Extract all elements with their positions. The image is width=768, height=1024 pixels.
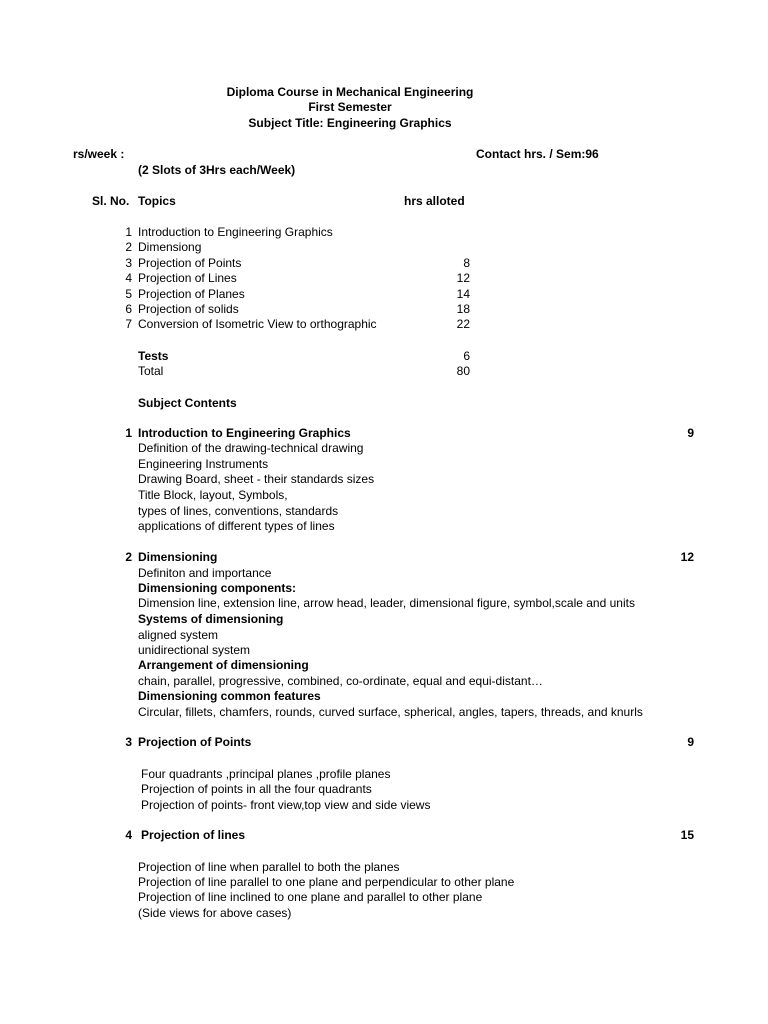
row-topic: Projection of solids	[138, 302, 239, 316]
row-hours: 18	[456, 302, 470, 316]
section-hours: 12	[680, 550, 694, 564]
section-title: Projection of lines	[141, 828, 246, 842]
section-line: aligned system	[138, 628, 219, 642]
section-subheading: Systems of dimensioning	[138, 612, 284, 626]
section-line: Four quadrants ,principal planes ,profile planes	[141, 767, 391, 781]
row-topic: Projection of Planes	[138, 287, 245, 301]
row-number: 4	[125, 271, 132, 285]
row-number: 6	[125, 302, 132, 316]
section-title: Dimensioning	[138, 550, 218, 564]
row-number: 3	[125, 256, 132, 270]
section-subheading: Dimensioning common features	[138, 689, 321, 703]
slots-note: (2 Slots of 3Hrs each/Week)	[138, 163, 296, 177]
section-line: Engineering Instruments	[138, 457, 269, 471]
section-line: unidirectional system	[138, 643, 251, 657]
section-line: Dimension line, extension line, arrow head, leader, dimensional figure, symbol,scale and units	[138, 596, 635, 610]
section-number: 1	[125, 426, 132, 440]
col-header-sl-no: Sl. No.	[92, 194, 130, 208]
row-topic: Projection of Lines	[138, 271, 237, 285]
section-hours: 9	[687, 426, 694, 440]
section-number: 2	[125, 550, 132, 564]
col-header-hrs: hrs alloted	[404, 194, 465, 208]
row-topic: Projection of Points	[138, 256, 242, 270]
subject-contents-heading: Subject Contents	[138, 396, 237, 410]
hours-week-label: rs/week :	[73, 147, 125, 161]
section-line: applications of different types of lines	[138, 519, 335, 533]
row-topic: Dimensiong	[138, 240, 202, 254]
section-line: Definition of the drawing-technical drawing	[138, 441, 364, 455]
section-subheading: Dimensioning components:	[138, 581, 297, 595]
tests-label: Tests	[138, 349, 169, 363]
section-line: Projection of line inclined to one plane and parallel to other plane	[138, 890, 483, 904]
row-topic: Introduction to Engineering Graphics	[138, 225, 333, 239]
section-line: chain, parallel, progressive, combined, co-ordinate, equal and equi-distant…	[138, 674, 543, 688]
total-label: Total	[138, 364, 164, 378]
section-line: Definiton and importance	[138, 566, 272, 580]
section-line: Drawing Board, sheet - their standards sizes	[138, 472, 375, 486]
row-hours: 14	[456, 287, 470, 301]
section-title: Introduction to Engineering Graphics	[138, 426, 351, 440]
course-title: Diploma Course in Mechanical Engineering	[226, 85, 474, 99]
section-line: types of lines, conventions, standards	[138, 504, 339, 518]
row-number: 2	[125, 240, 132, 254]
tests-hours: 6	[463, 349, 470, 363]
row-topic: Conversion of Isometric View to orthographic	[138, 317, 377, 331]
section-line: Projection of points in all the four quadrants	[141, 782, 372, 796]
section-line: Projection of line when parallel to both the planes	[138, 860, 400, 874]
section-line: (Side views for above cases)	[138, 906, 292, 920]
section-line: Circular, fillets, chamfers, rounds, curved surface, spherical, angles, tapers, threads, and knurls	[138, 705, 643, 719]
row-number: 1	[125, 225, 132, 239]
total-hours: 80	[456, 364, 470, 378]
row-number: 7	[125, 317, 132, 331]
row-number: 5	[125, 287, 132, 301]
row-hours: 22	[456, 317, 470, 331]
section-subheading: Arrangement of dimensioning	[138, 658, 309, 672]
section-line: Projection of line parallel to one plane and perpendicular to other plane	[138, 875, 515, 889]
section-number: 3	[125, 735, 132, 749]
section-number: 4	[125, 828, 132, 842]
section-line: Title Block, layout, Symbols,	[138, 488, 288, 502]
contact-hours: Contact hrs. / Sem:96	[476, 147, 599, 161]
col-header-topics: Topics	[138, 194, 176, 208]
semester-title: First Semester	[308, 100, 392, 114]
section-line: Projection of points- front view,top view and side views	[141, 798, 431, 812]
section-title: Projection of Points	[138, 735, 252, 749]
row-hours: 8	[463, 256, 470, 270]
section-hours: 15	[680, 828, 694, 842]
section-hours: 9	[687, 735, 694, 749]
row-hours: 12	[456, 271, 470, 285]
subject-title: Subject Title: Engineering Graphics	[248, 116, 452, 130]
